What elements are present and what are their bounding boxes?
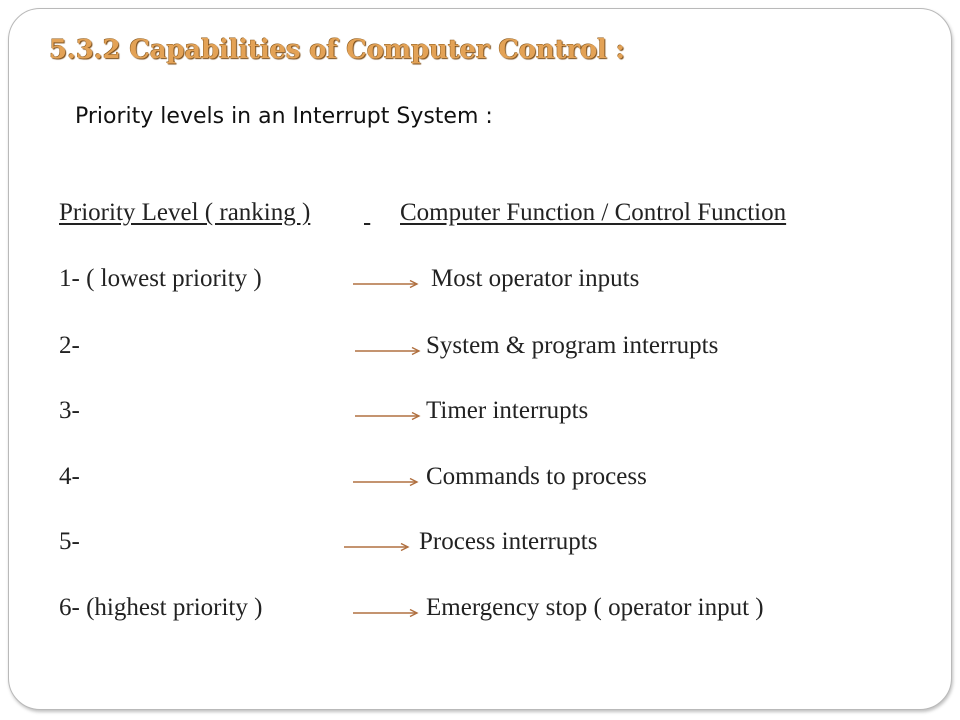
table-row xyxy=(59,463,919,497)
header-priority-level: Priority Level ( ranking ) xyxy=(59,199,311,226)
right-arrow-icon xyxy=(353,608,419,618)
header-gap xyxy=(364,199,400,227)
slide-title: 5.3.2 Capabilities of Computer Control : xyxy=(49,35,625,65)
control-function: Timer interrupts xyxy=(426,397,589,424)
control-function: Most operator inputs xyxy=(431,265,640,292)
control-function: Commands to process xyxy=(426,463,647,490)
priority-level: 5- xyxy=(59,528,80,555)
table-row xyxy=(59,265,919,299)
right-arrow-icon xyxy=(355,346,421,356)
slide-subtitle: Priority levels in an Interrupt System : xyxy=(75,104,493,129)
header-function: Computer Function / Control Function xyxy=(400,199,787,226)
right-arrow-icon xyxy=(344,542,410,552)
table-row xyxy=(59,594,919,628)
priority-level: 6- (highest priority ) xyxy=(59,594,263,621)
priority-level: 3- xyxy=(59,397,80,424)
right-arrow-icon xyxy=(353,477,419,487)
priority-level: 1- ( lowest priority ) xyxy=(59,265,262,292)
right-arrow-icon xyxy=(353,279,419,289)
control-function: Emergency stop ( operator input ) xyxy=(426,594,764,621)
table-row xyxy=(59,332,919,366)
table-row xyxy=(59,528,919,562)
priority-level: 2- xyxy=(59,332,80,359)
priority-level: 4- xyxy=(59,463,80,490)
table-row xyxy=(59,397,919,431)
right-arrow-icon xyxy=(355,411,421,421)
control-function: System & program interrupts xyxy=(426,332,719,359)
control-function: Process interrupts xyxy=(419,528,598,555)
